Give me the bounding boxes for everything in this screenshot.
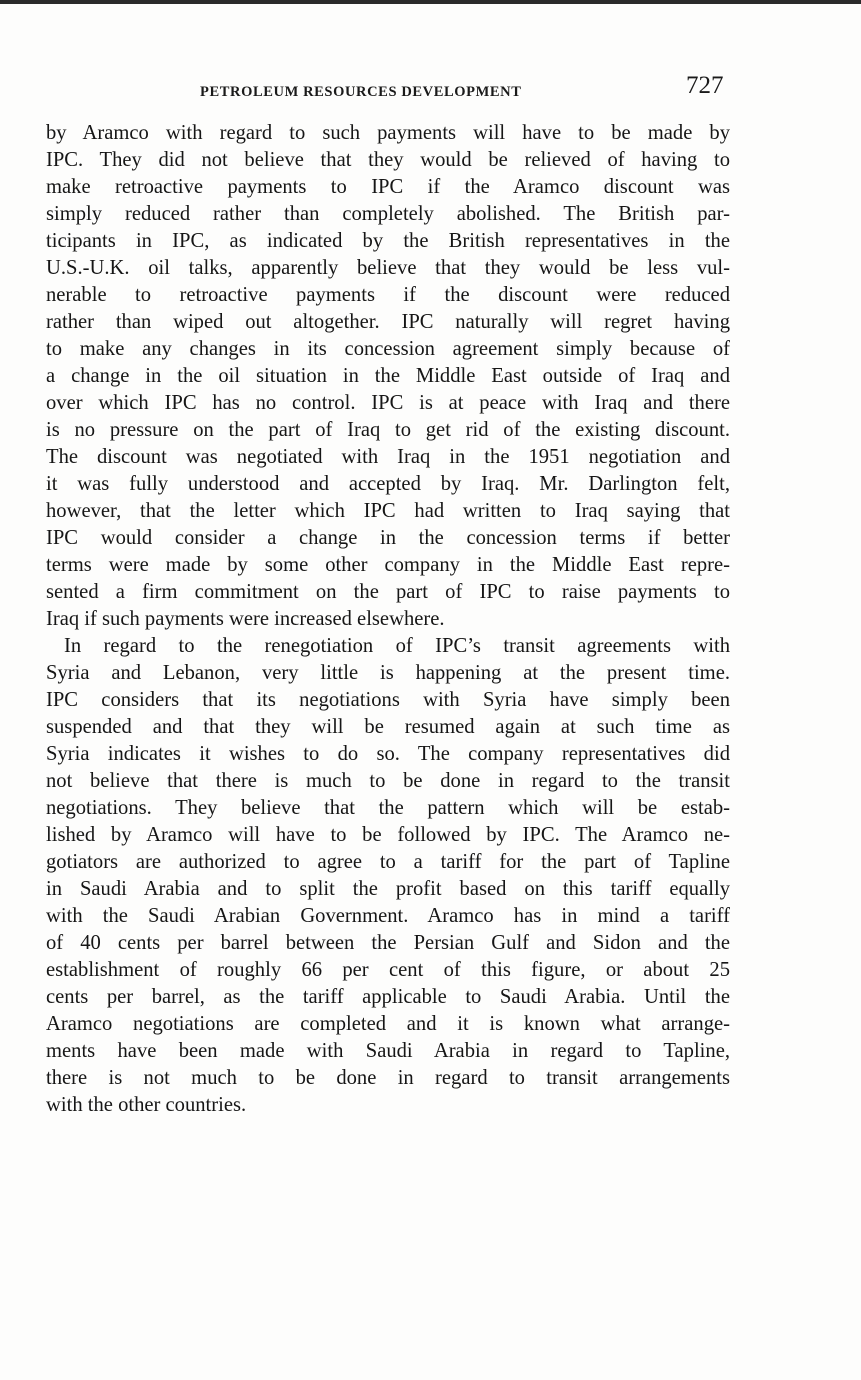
text-line: Iraq if such payments were increased elsewhere. — [46, 608, 445, 630]
text-line: negotiations. They believe that the pattern which will be estab- — [46, 797, 730, 819]
text-line: ments have been made with Saudi Arabia in regard to Tapline, — [46, 1040, 730, 1062]
text-line: it was fully understood and accepted by Iraq. Mr. Darlington felt, — [46, 473, 730, 495]
text-line: ticipants in IPC, as indicated by the British representatives in the — [46, 230, 730, 252]
page-number: 727 — [686, 72, 724, 99]
text-line: rather than wiped out altogether. IPC naturally will regret having — [46, 311, 730, 333]
text-line: terms were made by some other company in the Middle East repre- — [46, 554, 730, 576]
text-line: there is not much to be done in regard to transit arrangements — [46, 1067, 730, 1089]
text-line: over which IPC has no control. IPC is at peace with Iraq and there — [46, 392, 730, 414]
text-line: lished by Aramco will have to be followed by IPC. The Aramco ne- — [46, 824, 730, 846]
text-line: with the Saudi Arabian Government. Aramco has in mind a tariff — [46, 905, 730, 927]
text-line: simply reduced rather than completely abolished. The British par- — [46, 203, 730, 225]
text-line: is no pressure on the part of Iraq to get rid of the existing discount. — [46, 419, 730, 441]
text-line: IPC would consider a change in the concession terms if better — [46, 527, 730, 549]
text-line: not believe that there is much to be done in regard to the transit — [46, 770, 730, 792]
text-line: Syria indicates it wishes to do so. The company representatives did — [46, 743, 730, 765]
text-line: IPC considers that its negotiations with Syria have simply been — [46, 689, 730, 711]
text-line: a change in the oil situation in the Middle East outside of Iraq and — [46, 365, 730, 387]
text-line: U.S.-U.K. oil talks, apparently believe that they would be less vul- — [46, 257, 730, 279]
text-line: make retroactive payments to IPC if the Aramco discount was — [46, 176, 730, 198]
text-line: nerable to retroactive payments if the discount were reduced — [46, 284, 730, 306]
text-line: establishment of roughly 66 per cent of this figure, or about 25 — [46, 959, 730, 981]
text-line: by Aramco with regard to such payments will have to be made by — [46, 122, 730, 144]
text-line: of 40 cents per barrel between the Persian Gulf and Sidon and the — [46, 932, 730, 954]
text-line: In regard to the renegotiation of IPC’s transit agreements with — [64, 635, 730, 657]
text-line: The discount was negotiated with Iraq in the 1951 negotiation and — [46, 446, 730, 468]
text-line: to make any changes in its concession agreement simply because of — [46, 338, 730, 360]
top-border-rule — [0, 0, 861, 4]
text-line: however, that the letter which IPC had written to Iraq saying that — [46, 500, 730, 522]
body-text — [46, 120, 730, 1119]
text-line: IPC. They did not believe that they would be relieved of having to — [46, 149, 730, 171]
paragraph-2 — [46, 633, 730, 1119]
paragraph-1 — [46, 120, 730, 633]
text-line: gotiators are authorized to agree to a tariff for the part of Tapline — [46, 851, 730, 873]
running-header-title: PETROLEUM RESOURCES DEVELOPMENT — [200, 84, 522, 100]
text-line: sented a firm commitment on the part of IPC to raise payments to — [46, 581, 730, 603]
text-line: Syria and Lebanon, very little is happening at the present time. — [46, 662, 730, 684]
text-line: with the other countries. — [46, 1094, 247, 1116]
text-line: suspended and that they will be resumed again at such time as — [46, 716, 730, 738]
text-line: cents per barrel, as the tariff applicable to Saudi Arabia. Until the — [46, 986, 730, 1008]
text-line: Aramco negotiations are completed and it is known what arrange- — [46, 1013, 730, 1035]
text-line: in Saudi Arabia and to split the profit based on this tariff equally — [46, 878, 730, 900]
